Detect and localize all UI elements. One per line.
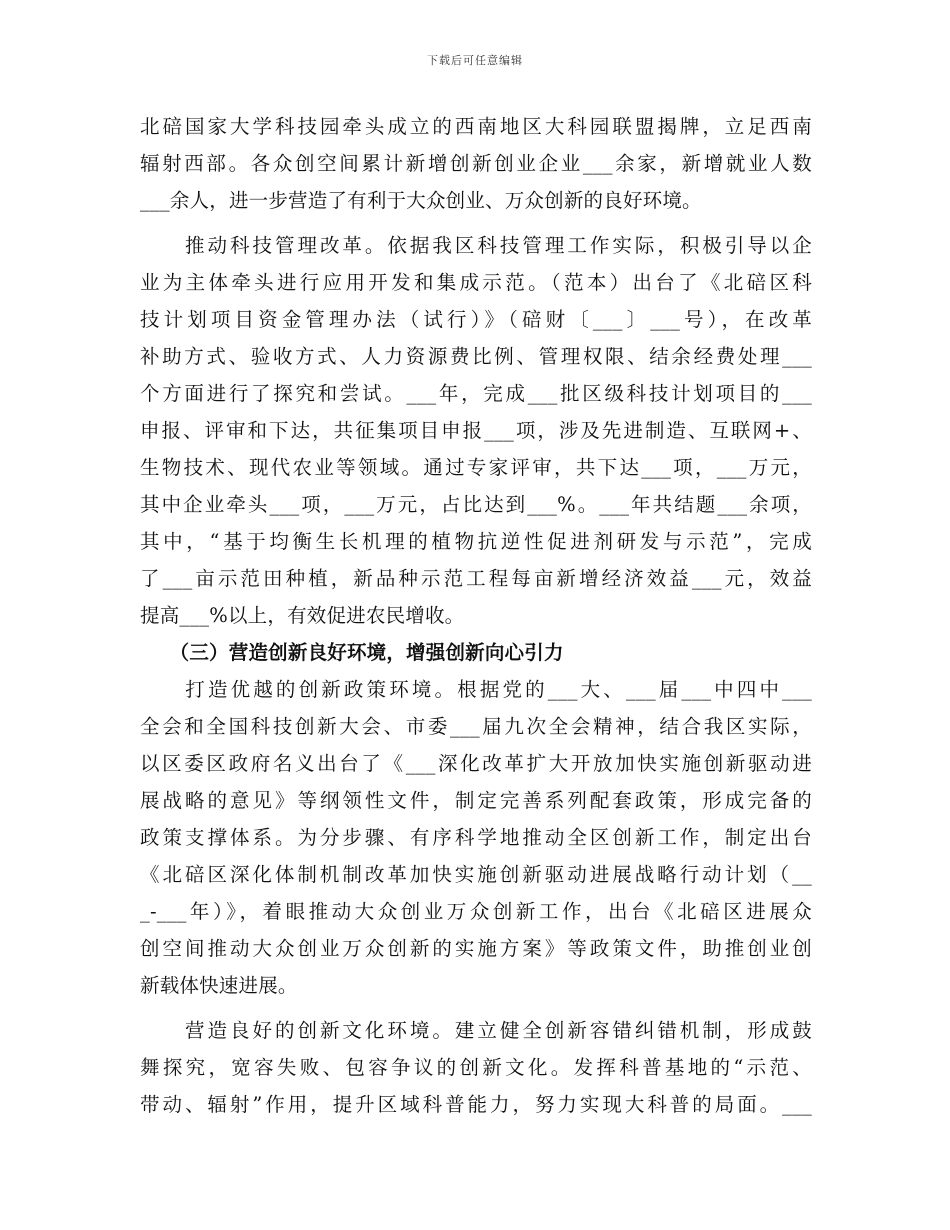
section-heading: （三）营造创新良好环境，增强创新向心引力 — [140, 641, 564, 664]
document-body — [140, 108, 812, 1123]
paragraph-line: 辐射西部。各众创空间累计新增创新创业企业___余家，新增就业人数 — [140, 152, 812, 175]
paragraph-line: 北碚国家大学科技园牵头成立的西南地区大科园联盟揭牌，立足西南 — [140, 115, 812, 138]
paragraph-line: 营造良好的创新文化环境。建立健全创新容错纠错机制，形成鼓 — [140, 1019, 812, 1042]
paragraph-line: 其中，“基于均衡生长机理的植物抗逆性促进剂研发与示范”，完成 — [140, 530, 812, 553]
paragraph-line: 打造优越的创新政策环境。根据党的___大、___届___中四中___ — [140, 678, 812, 701]
paragraph-line: 以区委区政府名义出台了《___深化改革扩大开放加快实施创新驱动进 — [140, 752, 812, 775]
paragraph-line: 技计划项目资金管理办法（试行）》（碚财〔___〕___号），在改革 — [140, 308, 812, 331]
paragraph-line: 政策支撑体系。为分步骤、有序科学地推动全区创新工作，制定出台 — [140, 826, 812, 849]
paragraph-line: 展战略的意见》等纲领性文件，制定完善系列配套政策，形成完备的 — [140, 789, 812, 812]
paragraph-line: 舞探究，宽容失败、包容争议的创新文化。发挥科普基地的“示范、 — [140, 1056, 812, 1079]
paragraph-line: 推动科技管理改革。依据我区科技管理工作实际，积极引导以企 — [140, 234, 812, 257]
paragraph-line: 个方面进行了探究和尝试。___年，完成___批区级科技计划项目的___ — [140, 382, 812, 405]
paragraph-line: 生物技术、现代农业等领域。通过专家评审，共下达___项，___万元， — [140, 456, 812, 479]
paragraph-line: 业为主体牵头进行应用开发和集成示范。（范本）出台了《北碚区科 — [140, 271, 812, 294]
paragraph-line: 全会和全国科技创新大会、市委___届九次全会精神，结合我区实际， — [140, 715, 812, 738]
paragraph-line: 申报、评审和下达，共征集项目申报___项，涉及先进制造、互联网+、 — [140, 419, 812, 442]
paragraph-line: 补助方式、验收方式、人力资源费比例、管理权限、结余经费处理___ — [140, 345, 812, 368]
page-header: 下载后可任意编辑 — [427, 54, 523, 67]
paragraph-line: 《北碚区深化体制机制改革加快实施创新驱动进展战略行动计划（__ — [140, 863, 812, 886]
paragraph-line: _-___年）》，着眼推动大众创业万众创新工作，出台《北碚区进展众 — [140, 900, 812, 923]
paragraph-line: 新载体快速进展。 — [140, 974, 298, 997]
paragraph-line: 了___亩示范田种植，新品种示范工程每亩新增经济效益___元，效益 — [140, 567, 812, 590]
paragraph-line: 带动、辐射”作用，提升区域科普能力，努力实现大科普的局面。___ — [140, 1093, 812, 1116]
paragraph-line: 其中企业牵头___项，___万元，占比达到___%。___年共结题___余项， — [140, 493, 812, 516]
paragraph-line: 提高___%以上，有效促进农民增收。 — [140, 604, 465, 627]
paragraph-line: 创空间推动大众创业万众创新的实施方案》等政策文件，助推创业创 — [140, 937, 812, 960]
paragraph-line: ___余人，进一步营造了有利于大众创业、万众创新的良好环境。 — [140, 189, 702, 212]
